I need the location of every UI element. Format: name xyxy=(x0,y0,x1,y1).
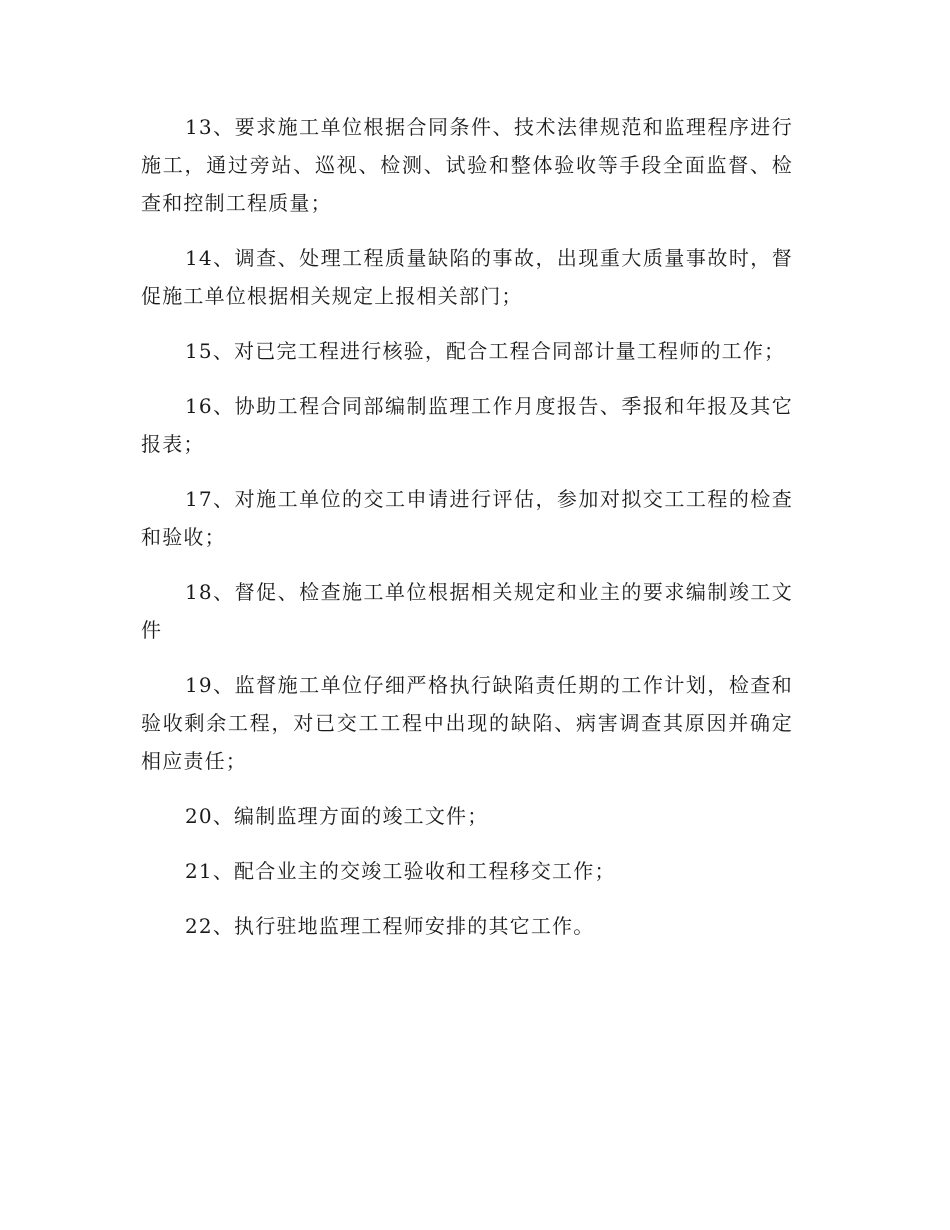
list-item-15: 15、对已完工程进行核验，配合工程合同部计量工程师的工作； xyxy=(185,339,786,363)
list-item-16: 16、协助工程合同部编制监理工作月度报告、季报和年报及其它报表； xyxy=(141,394,793,456)
list-item-13: 13、要求施工单位根据合同条件、技术法律规范和监理程序进行施工，通过旁站、巡视、检测、试验和整体验收等手段全面监督、检查和控制工程质量； xyxy=(141,115,793,215)
list-item-21: 21、配合业主的交竣工验收和工程移交工作； xyxy=(185,859,616,883)
list-item-14: 14、调查、处理工程质量缺陷的事故，出现重大质量事故时，督促施工单位根据相关规定上报相关部门； xyxy=(141,246,793,308)
list-item-18: 18、督促、检查施工单位根据相关规定和业主的要求编制竣工文件 xyxy=(141,580,793,642)
document-body xyxy=(141,108,793,962)
list-item-20: 20、编制监理方面的竣工文件； xyxy=(185,804,489,828)
list-item-17: 17、对施工单位的交工申请进行评估，参加对拟交工工程的检查和验收； xyxy=(141,487,793,549)
list-item-19: 19、监督施工单位仔细严格执行缺陷责任期的工作计划，检查和验收剩余工程，对已交工工程中出现的缺陷、病害调查其原因并确定相应责任； xyxy=(141,673,793,773)
list-item-22: 22、执行驻地监理工程师安排的其它工作。 xyxy=(185,914,595,938)
